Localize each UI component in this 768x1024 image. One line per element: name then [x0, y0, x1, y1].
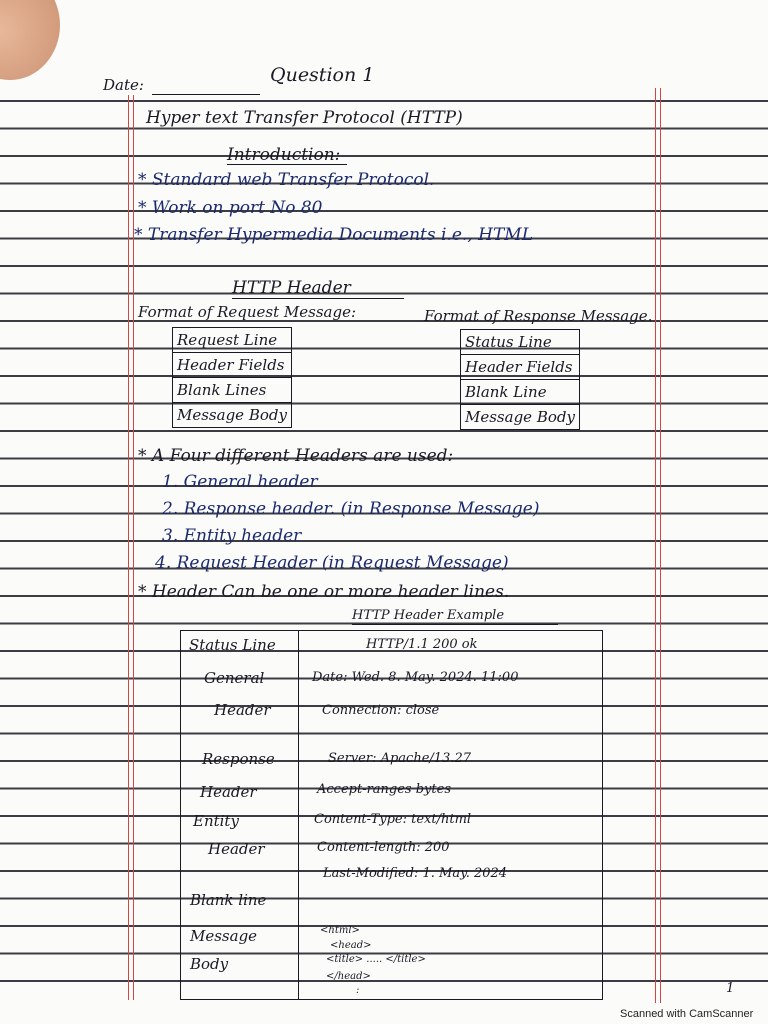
value-content-length: Content-length: 200: [317, 840, 450, 855]
value-accept-ranges: Accept-ranges bytes: [317, 782, 451, 797]
value-last-modified: Last-Modified: 1. May. 2024: [323, 866, 508, 881]
request-format-caption: Format of Request Message:: [138, 303, 357, 321]
intro-bullet-1: * Standard web Transfer Protocol.: [138, 170, 435, 190]
example-column-divider: [298, 631, 299, 999]
intro-subtitle: Introduction:: [227, 145, 341, 165]
label-entity-header: Header: [208, 840, 265, 858]
page-number: 1: [726, 981, 735, 996]
value-connection: Connection: close: [322, 703, 440, 718]
value-body-head-close: </head>: [326, 971, 371, 982]
date-label: Date:: [103, 76, 144, 94]
right-margin-line: [655, 88, 661, 1003]
value-status-line: HTTP/1.1 200 ok: [366, 637, 478, 652]
scanner-watermark: Scanned with CamScanner: [620, 1008, 754, 1020]
value-body-head: <head>: [330, 940, 372, 951]
request-row: Message Body: [173, 403, 292, 428]
headers-note: * Header Can be one or more header lines.: [138, 582, 510, 602]
headers-item-2: 2. Response header. (in Response Message): [162, 499, 540, 519]
request-format-table: [172, 327, 292, 428]
date-blank-line: [152, 94, 260, 95]
http-header-underline: [232, 298, 404, 299]
label-response: Response: [202, 750, 275, 768]
question-title: Question 1: [270, 64, 375, 86]
response-format-caption: Format of Response Message.: [424, 307, 653, 325]
value-body-ellipsis: :: [356, 985, 360, 996]
label-status-line: Status Line: [189, 636, 276, 654]
label-response-header: Header: [200, 783, 257, 801]
request-row: Header Fields: [173, 353, 292, 378]
intro-bullet-2: * Work on port No 80: [138, 198, 323, 218]
intro-bullet-3: * Transfer Hypermedia Documents i.e., HTML: [134, 225, 533, 245]
response-row: Blank Line: [461, 380, 580, 405]
label-general-header: Header: [214, 701, 271, 719]
label-message-body: Body: [190, 955, 229, 973]
label-blank-line: Blank line: [190, 891, 267, 909]
value-server: Server: Apache/13.27: [328, 751, 471, 766]
label-message: Message: [190, 927, 258, 945]
intro-underline: [227, 164, 347, 165]
request-row: Request Line: [173, 328, 292, 353]
response-row: Message Body: [461, 405, 580, 430]
value-content-type: Content-Type: text/html: [314, 812, 472, 827]
label-entity: Entity: [193, 812, 239, 830]
headers-item-3: 3. Entity header: [162, 526, 302, 546]
value-date: Date: Wed. 8. May. 2024. 11:00: [312, 670, 519, 685]
http-header-title: HTTP Header: [232, 278, 351, 298]
http-title: Hyper text Transfer Protocol (HTTP): [146, 108, 463, 128]
response-row: Header Fields: [461, 355, 580, 380]
response-format-table: [460, 329, 580, 430]
headers-lead: * A Four different Headers are used:: [138, 446, 454, 466]
example-title-underline: [352, 624, 558, 625]
label-general: General: [204, 669, 265, 687]
value-body-html: <html>: [320, 925, 360, 936]
value-body-title: <title> ..... </title>: [326, 954, 426, 965]
headers-item-1: 1. General header: [162, 472, 318, 492]
request-row: Blank Lines: [173, 378, 292, 403]
headers-item-4: 4. Request Header (in Request Message): [155, 553, 509, 573]
example-title: HTTP Header Example: [352, 608, 505, 623]
response-row: Status Line: [461, 330, 580, 355]
